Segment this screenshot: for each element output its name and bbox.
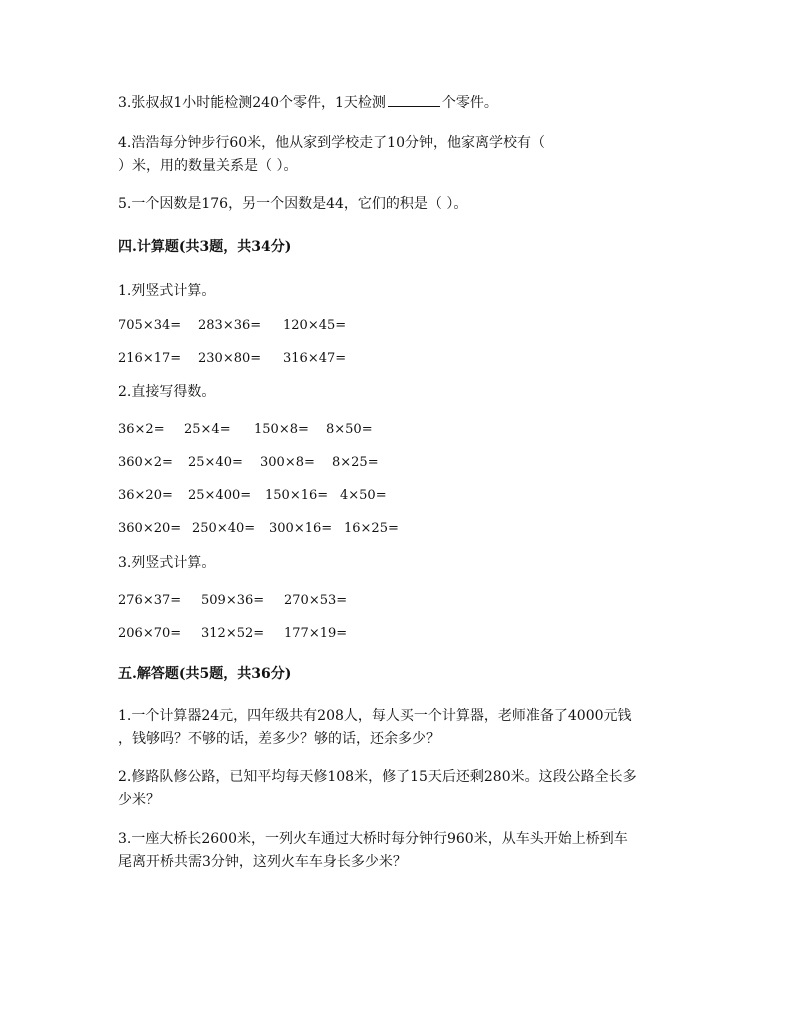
- word-problem-3-line-1: 3.一座大桥长2600米，一列火车通过大桥时每分钟行960米，从车头开始上桥到车: [118, 831, 628, 847]
- calc-q3-title: 3.列竖式计算。: [118, 555, 216, 571]
- expression: 36×20=: [118, 488, 173, 503]
- expression: 216×17=: [118, 351, 182, 366]
- expression: 509×36=: [201, 593, 265, 608]
- calc-q2-row-1: [118, 420, 373, 440]
- calc-q3-row-2: [118, 624, 347, 644]
- expression: 36×2=: [118, 422, 165, 437]
- expression: 8×50=: [326, 422, 373, 437]
- calc-q1-row-1: [118, 316, 346, 336]
- expression: 4×50=: [340, 488, 387, 503]
- question-5-text: 5.一个因数是176，另一个因数是44，它们的积是（ ）。: [118, 196, 468, 212]
- calc-q2-title: 2.直接写得数。: [118, 384, 216, 400]
- expression: 312×52=: [201, 626, 265, 641]
- expression: 360×2=: [118, 455, 173, 470]
- expression: 25×40=: [188, 455, 243, 470]
- expression: 230×80=: [198, 351, 262, 366]
- calc-q3-row-1: [118, 591, 347, 611]
- expression: 270×53=: [284, 593, 348, 608]
- expression: 206×70=: [118, 626, 182, 641]
- expression: 177×19=: [284, 626, 348, 641]
- question-3-text-after: 个零件。: [441, 95, 498, 111]
- word-problem-1-line-1: 1.一个计算器24元，四年级共有208人，每人买一个计算器，老师准备了4000元钱: [118, 708, 632, 724]
- section-4-heading: 四.计算题(共3题，共34分): [118, 239, 292, 255]
- expression: 360×20=: [118, 521, 182, 536]
- expression: 150×8=: [254, 422, 309, 437]
- question-3-text-before: 3.张叔叔1小时能检测240个零件，1天检测: [118, 95, 386, 111]
- question-4-line-1: 4.浩浩每分钟步行60米，他从家到学校走了10分钟，他家离学校有（: [118, 135, 545, 151]
- word-problem-3-line-2: 尾离开桥共需3分钟，这列火车车身长多少米？: [118, 854, 407, 870]
- expression: 16×25=: [344, 521, 399, 536]
- expression: 300×8=: [260, 455, 315, 470]
- expression: 276×37=: [118, 593, 182, 608]
- expression: 8×25=: [332, 455, 379, 470]
- expression: 250×40=: [192, 521, 256, 536]
- calc-q1-title: 1.列竖式计算。: [118, 283, 216, 299]
- calc-q2-row-3: [118, 486, 387, 506]
- word-problem-2-line-2: 少米？: [118, 792, 160, 808]
- calc-q1-row-2: [118, 349, 346, 369]
- calc-q2-row-2: [118, 453, 379, 473]
- expression: 150×16=: [265, 488, 329, 503]
- question-4-line-2: ）米，用的数量关系是（ ）。: [118, 158, 298, 174]
- expression: 300×16=: [269, 521, 333, 536]
- expression: 705×34=: [118, 318, 182, 333]
- expression: 283×36=: [198, 318, 262, 333]
- expression: 120×45=: [283, 318, 347, 333]
- answer-blank[interactable]: [388, 92, 440, 107]
- question-3-fill-blank: [118, 92, 498, 113]
- expression: 316×47=: [283, 351, 347, 366]
- word-problem-1-line-2: ，钱够吗？不够的话，差多少？够的话，还余多少？: [118, 731, 440, 747]
- section-5-heading: 五.解答题(共5题，共36分): [118, 666, 292, 682]
- expression: 25×4=: [184, 422, 231, 437]
- expression: 25×400=: [188, 488, 252, 503]
- calc-q2-row-4: [118, 519, 399, 539]
- word-problem-2-line-1: 2.修路队修公路，已知平均每天修108米，修了15天后还剩280米。这段公路全长多: [118, 769, 637, 785]
